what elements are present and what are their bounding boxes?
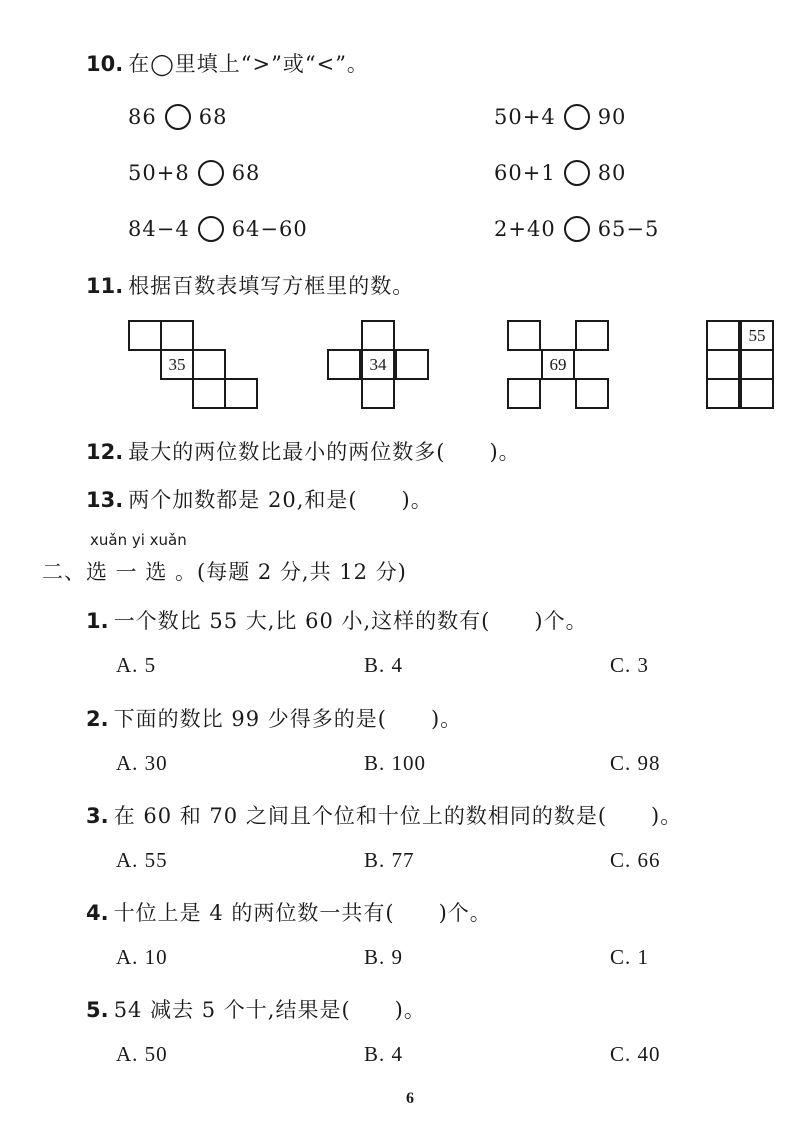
compare-right: 65−5 — [597, 217, 660, 241]
answer-circle[interactable] — [198, 160, 224, 186]
option-c[interactable]: C. 1 — [610, 945, 650, 969]
compare-left: 86 — [128, 105, 157, 129]
option-b[interactable]: B. 100 — [364, 751, 427, 775]
compare-item — [494, 216, 659, 242]
option-b[interactable]: B. 77 — [364, 848, 415, 872]
q13-text: 两个加数都是 20,和是( )。 — [128, 488, 433, 512]
q11-instruction: 根据百数表填写方框里的数。 — [128, 274, 415, 298]
option-c[interactable]: C. 40 — [610, 1042, 661, 1066]
choice-question-4 — [86, 897, 492, 927]
blank-box[interactable] — [128, 320, 162, 351]
q12-number: 12. — [86, 440, 124, 464]
choice-question-1 — [86, 605, 588, 635]
compare-left: 50+4 — [494, 105, 556, 129]
blank-box[interactable] — [575, 320, 609, 351]
question-number: 2. — [86, 707, 109, 731]
blank-box[interactable] — [361, 320, 395, 351]
question-text: 在 60 和 70 之间且个位和十位上的数相同的数是( )。 — [113, 804, 683, 828]
compare-left: 2+40 — [494, 217, 556, 241]
given-box — [541, 349, 575, 380]
blank-box[interactable] — [575, 378, 609, 409]
given-number: 69 — [549, 354, 567, 374]
option-b[interactable]: B. 4 — [364, 653, 404, 677]
page-number: 6 — [406, 1090, 414, 1107]
option-b[interactable]: B. 9 — [364, 945, 404, 969]
hundred-chart-shape-4 — [706, 320, 776, 412]
option-a[interactable]: A. 55 — [116, 848, 168, 872]
blank-box[interactable] — [327, 349, 361, 380]
question-text: 下面的数比 99 少得多的是( )。 — [113, 707, 463, 731]
given-number: 55 — [748, 325, 766, 345]
blank-box[interactable] — [706, 378, 740, 409]
compare-left: 84−4 — [128, 217, 190, 241]
compare-right: 68 — [231, 161, 261, 185]
hundred-chart-shape-2 — [327, 320, 431, 412]
compare-item — [128, 160, 260, 186]
choice-question-2 — [86, 703, 462, 733]
question-text: 一个数比 55 大,比 60 小,这样的数有( )个。 — [113, 609, 588, 633]
option-c[interactable]: C. 66 — [610, 848, 661, 872]
q13 — [86, 484, 433, 514]
blank-box[interactable] — [740, 349, 774, 380]
blank-box[interactable] — [192, 349, 226, 380]
q10-instruction: 在◯里填上“>”或“<”。 — [128, 52, 369, 76]
compare-right: 80 — [597, 161, 627, 185]
question-number: 3. — [86, 804, 109, 828]
option-c[interactable]: C. 98 — [610, 751, 661, 775]
compare-right: 64−60 — [231, 217, 308, 241]
blank-box[interactable] — [706, 349, 740, 380]
compare-left: 50+8 — [128, 161, 190, 185]
question-number: 1. — [86, 609, 109, 633]
answer-circle[interactable] — [165, 104, 191, 130]
compare-item — [494, 160, 626, 186]
given-box — [361, 349, 395, 380]
hundred-chart-shape-1 — [128, 320, 268, 412]
compare-right: 68 — [198, 105, 228, 129]
question-text: 54 减去 5 个十,结果是( )。 — [113, 998, 426, 1022]
question-text: 十位上是 4 的两位数一共有( )个。 — [113, 901, 492, 925]
option-a[interactable]: A. 5 — [116, 653, 157, 677]
answer-circle[interactable] — [564, 216, 590, 242]
blank-box[interactable] — [706, 320, 740, 351]
option-c[interactable]: C. 3 — [610, 653, 650, 677]
blank-box[interactable] — [160, 320, 194, 351]
choice-question-3 — [86, 800, 682, 830]
q12 — [86, 436, 521, 466]
compare-item — [128, 104, 227, 130]
compare-right: 90 — [597, 105, 627, 129]
q10-heading — [86, 48, 369, 78]
q11-number: 11. — [86, 274, 124, 298]
section-pinyin: xuǎn yi xuǎn — [90, 531, 187, 549]
given-box — [160, 349, 194, 380]
section-title: 二、选 一 选 。(每题 2 分,共 12 分) — [42, 560, 407, 584]
q12-text: 最大的两位数比最小的两位数多( )。 — [128, 440, 521, 464]
blank-box[interactable] — [507, 378, 541, 409]
given-number: 35 — [168, 354, 186, 374]
question-number: 5. — [86, 998, 109, 1022]
option-a[interactable]: A. 50 — [116, 1042, 168, 1066]
q11-heading — [86, 270, 414, 300]
blank-box[interactable] — [395, 349, 429, 380]
compare-left: 60+1 — [494, 161, 556, 185]
option-a[interactable]: A. 30 — [116, 751, 168, 775]
option-a[interactable]: A. 10 — [116, 945, 168, 969]
given-box — [740, 320, 774, 351]
answer-circle[interactable] — [564, 160, 590, 186]
given-number: 34 — [369, 354, 387, 374]
compare-item — [128, 216, 308, 242]
blank-box[interactable] — [224, 378, 258, 409]
q13-number: 13. — [86, 488, 124, 512]
hundred-chart-shape-3 — [507, 320, 611, 412]
blank-box[interactable] — [507, 320, 541, 351]
answer-circle[interactable] — [564, 104, 590, 130]
choice-question-5 — [86, 994, 426, 1024]
question-number: 4. — [86, 901, 109, 925]
answer-circle[interactable] — [198, 216, 224, 242]
q10-number: 10. — [86, 52, 124, 76]
blank-box[interactable] — [192, 378, 226, 409]
blank-box[interactable] — [740, 378, 774, 409]
blank-box[interactable] — [361, 378, 395, 409]
option-b[interactable]: B. 4 — [364, 1042, 404, 1066]
compare-item — [494, 104, 626, 130]
